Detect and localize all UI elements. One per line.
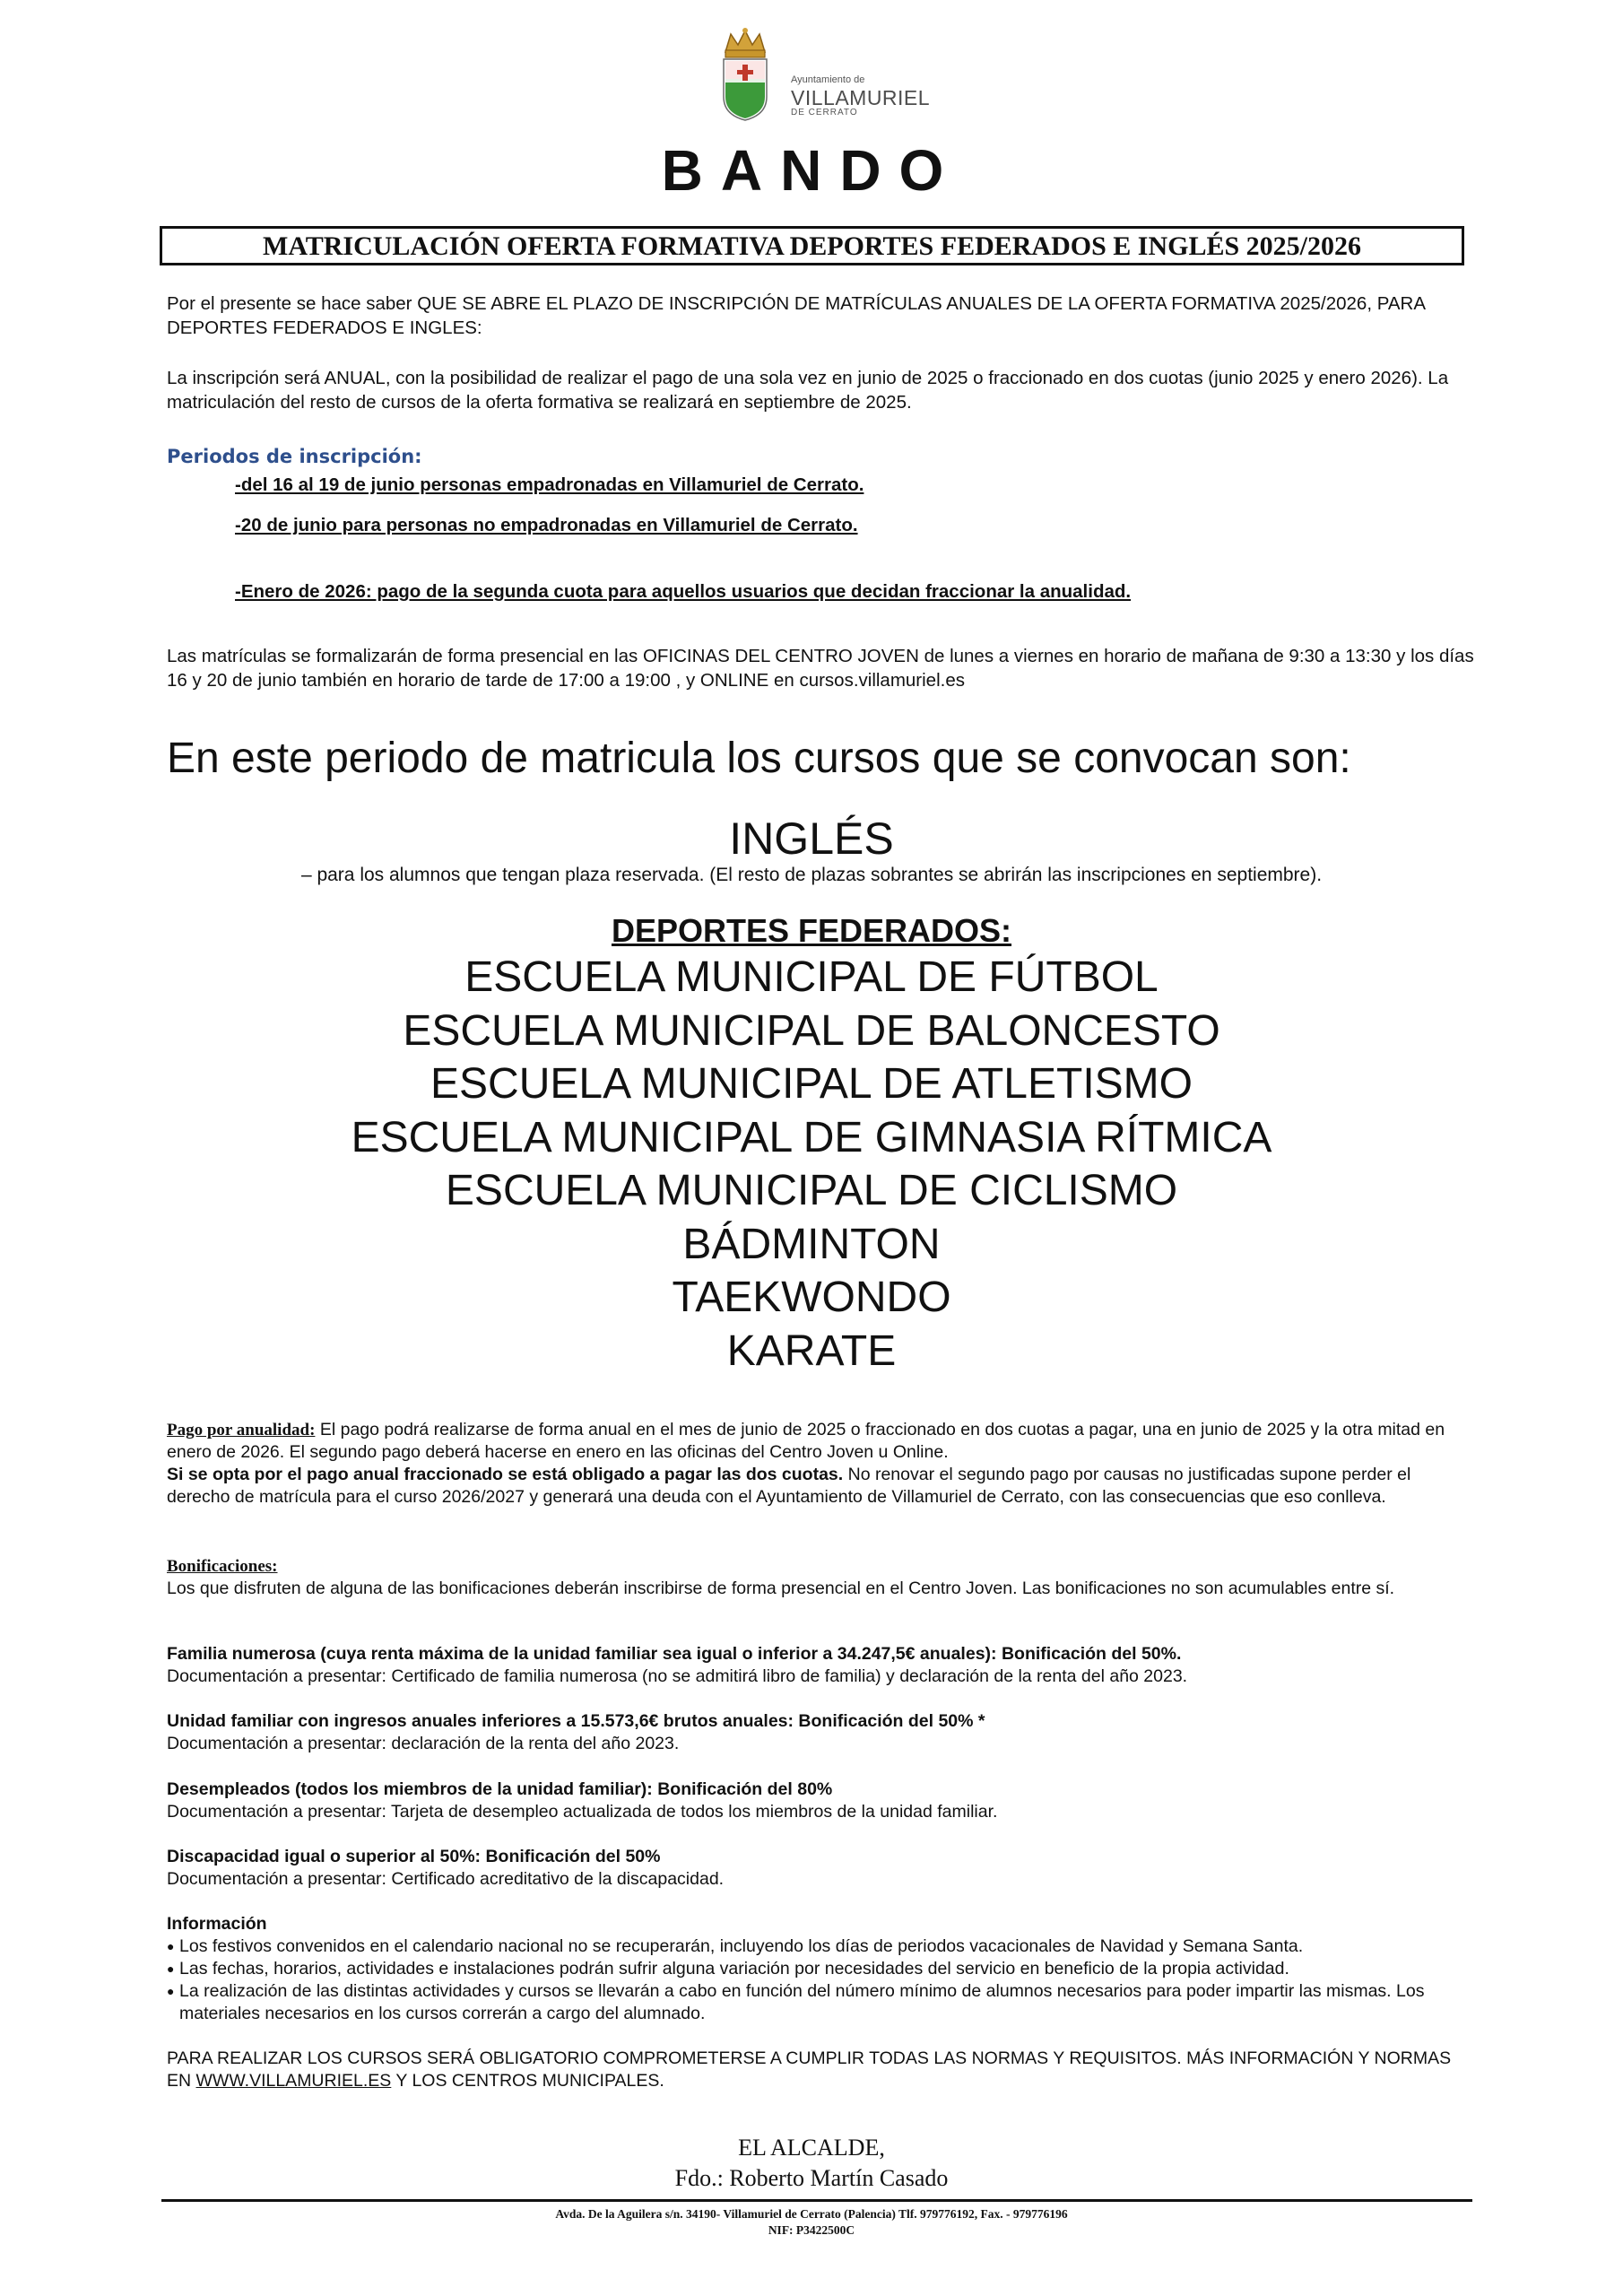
intro-paragraph-2: La inscripción será ANUAL, con la posibilidad de realizar el pago de una sola vez en junio de 2025 o fraccionado en dos cuotas (junio 2025 y enero 2026). La matriculación del resto de cursos de la oferta formativa se realizará en septiembre de 2025.	[167, 368, 1449, 413]
period-item-1: -del 16 al 19 de junio personas empadronadas en Villamuriel de Cerrato.	[235, 474, 864, 495]
crest-label	[791, 75, 930, 117]
document-title: BANDO	[661, 138, 962, 203]
crest-line1: Ayuntamiento de	[791, 74, 865, 85]
footer-nif: NIF: P3422500C	[768, 2223, 855, 2237]
bonus-item-title: Unidad familiar con ingresos anuales inferiores a 15.573,6€ brutos anuales: Bonificación del 50% *	[167, 1711, 985, 1731]
course-item: KARATE	[726, 1326, 897, 1375]
periods-heading: Periodos de inscripción:	[167, 446, 422, 467]
bonus-item-doc: Documentación a presentar: declaración de la renta del año 2023.	[167, 1734, 680, 1753]
bonus-label: Bonificaciones:	[167, 1557, 278, 1576]
info-heading: Información	[167, 1914, 267, 1934]
bonus-item-title: Desempleados (todos los miembros de la unidad familiar): Bonificación del 80%	[167, 1779, 833, 1799]
footer-divider	[161, 2199, 1472, 2202]
signature-name: Fdo.: Roberto Martín Casado	[674, 2165, 949, 2191]
footer	[0, 2206, 1623, 2239]
course-item: ESCUELA MUNICIPAL DE GIMNASIA RÍTMICA	[351, 1113, 1272, 1161]
crest-line2: VILLAMURIEL	[791, 85, 931, 109]
info-item-text: La realización de las distintas actividades y cursos se llevarán a cabo en función del número mínimo de alumnos necesarios para poder impartir las mismas. Los materiales necesarios en los cursos correrán a cargo del alumnado.	[179, 1981, 1425, 2023]
bonus-intro: Los que disfruten de alguna de las bonificaciones deberán inscribirse de forma presencial en el Centro Joven. Las bonificaciones no son acumulables entre sí.	[167, 1578, 1395, 1598]
info-item	[167, 1935, 1467, 1958]
english-title: INGLÉS	[729, 813, 894, 864]
bonus-item-title: Discapacidad igual o superior al 50%: Bonificación del 50%	[167, 1847, 661, 1866]
closing-text-b: Y LOS CENTROS MUNICIPALES.	[391, 2071, 664, 2091]
period-item-2: -20 de junio para personas no empadronadas en Villamuriel de Cerrato.	[235, 515, 858, 535]
course-item: ESCUELA MUNICIPAL DE ATLETISMO	[430, 1060, 1193, 1108]
closing-text-a: PARA REALIZAR LOS CURSOS SERÁ OBLIGATORIO COMPROMETERSE A CUMPLIR TODAS LAS NORMAS Y REQUISITOS. MÁS INFORMACIÓN Y NORMAS EN	[167, 2048, 1452, 2091]
bonus-item	[167, 1643, 1467, 1688]
course-item: BÁDMINTON	[682, 1220, 941, 1268]
payment-text-2: No renovar el segundo pago por causas no justificadas supone perder el derecho de matrícula para el curso 2026/2027 y generará una deuda con el Ayuntamiento de Villamuriel de Cerrato, con las consecuencias que eso conlleva.	[167, 1465, 1411, 1507]
info-item-text: Las fechas, horarios, actividades e instalaciones podrán sufrir alguna variación por necesidades del servicio en beneficio de la propia actividad.	[179, 1959, 1289, 1979]
subject-box: MATRICULACIÓN OFERTA FORMATIVA DEPORTES FEDERADOS E INGLÉS 2025/2026	[160, 226, 1464, 265]
payment-text-1: El pago podrá realizarse de forma anual en el mes de junio de 2025 o fraccionado en dos cuotas a pagar, una en junio de 2025 y la otra mitad en enero de 2026. El segundo pago deberá hacerse en enero en las oficinas del Centro Joven u Online.	[167, 1420, 1445, 1462]
info-item	[167, 1980, 1467, 2025]
course-item: ESCUELA MUNICIPAL DE CICLISMO	[445, 1167, 1178, 1214]
bonus-item-doc: Documentación a presentar: Certificado acreditativo de la discapacidad.	[167, 1869, 725, 1889]
website-link[interactable]: WWW.VILLAMURIEL.ES	[195, 2071, 392, 2091]
course-item: ESCUELA MUNICIPAL DE FÚTBOL	[464, 953, 1159, 1001]
bullet-icon: ●	[167, 1984, 175, 1998]
bonus-item	[167, 1779, 1467, 1823]
formalize-paragraph: Las matrículas se formalizarán de forma presencial en las OFICINAS DEL CENTRO JOVEN de lunes a viernes en horario de mañana de 9:30 a 13:30 y los días 16 y 20 de junio también en horario de tarde de 17:00 a 19:00 , y ONLINE en cursos.villamuriel.es	[167, 646, 1474, 691]
course-item: ESCUELA MUNICIPAL DE BALONCESTO	[403, 1006, 1220, 1055]
federated-title: DEPORTES FEDERADOS:	[611, 912, 1012, 949]
english-note: – para los alumnos que tengan plaza reservada. (El resto de plazas sobrantes se abrirán las inscripciones en septiembre).	[300, 865, 1323, 885]
intro-paragraph-1: Por el presente se hace saber QUE SE ABRE EL PLAZO DE INSCRIPCIÓN DE MATRÍCULAS ANUALES DE LA OFERTA FORMATIVA 2025/2026, PARA DEPORTES FEDERADOS E INGLES:	[167, 293, 1425, 338]
signature-role: EL ALCALDE,	[738, 2135, 885, 2161]
footer-address: Avda. De la Aguilera s/n. 34190- Villamuriel de Cerrato (Palencia) Tlf. 979776192, Fax. - 979776196	[555, 2207, 1068, 2221]
courses-intro: En este periodo de matricula los cursos que se convocan son:	[167, 735, 1351, 782]
bullet-icon: ●	[167, 1961, 175, 1976]
period-item-3: -Enero de 2026: pago de la segunda cuota para aquellos usuarios que decidan fraccionar la anualidad.	[235, 581, 1132, 602]
bonus-section	[167, 1555, 1467, 1600]
crest-line3: DE CERRATO	[791, 107, 858, 117]
bonus-item-doc: Documentación a presentar: Certificado de familia numerosa (no se admitirá libro de familia) y declaración de la renta del año 2023.	[167, 1666, 1188, 1686]
info-item	[167, 1958, 1467, 1980]
bonus-item-doc: Documentación a presentar: Tarjeta de desempleo actualizada de todos los miembros de la unidad familiar.	[167, 1802, 998, 1822]
closing-paragraph	[167, 2048, 1467, 2092]
payment-paragraph	[167, 1419, 1467, 1509]
payment-label: Pago por anualidad:	[167, 1421, 316, 1439]
info-item-text: Los festivos convenidos en el calendario nacional no se recuperarán, incluyendo los días de periodos vacacionales de Navidad y Semana Santa.	[179, 1936, 1304, 1956]
signature-block	[0, 2133, 1623, 2194]
payment-bold: Si se opta por el pago anual fraccionado se está obligado a pagar las dos cuotas.	[167, 1465, 844, 1484]
bonus-item	[167, 1846, 1467, 1891]
bonus-item-title: Familia numerosa (cuya renta máxima de la unidad familiar sea igual o inferior a 34.247,5€ anuales): Bonificación del 50%.	[167, 1644, 1182, 1664]
course-list	[0, 951, 1623, 1378]
info-section	[167, 1913, 1467, 2025]
bullet-icon: ●	[167, 1939, 175, 1953]
bonus-item	[167, 1710, 1467, 1755]
course-item: TAEKWONDO	[672, 1274, 951, 1321]
